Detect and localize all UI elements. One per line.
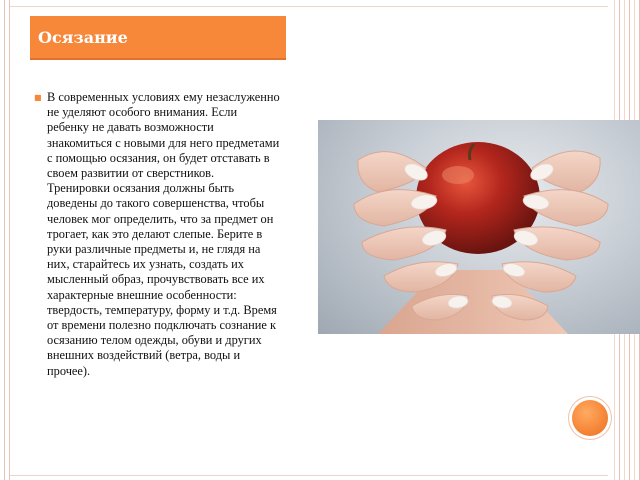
frame-top-line	[10, 6, 608, 7]
frame-bottom-line	[10, 475, 608, 476]
slide-content	[34, 90, 282, 379]
title-bar	[30, 16, 286, 60]
frame-left-border	[4, 0, 10, 480]
paragraph-2: Тренировки осязания должны быть доведены до такого совершенства, чтобы человек мог определить, что за предмет он трогает, как это делают слепые. Берите в руки различные предметы и, не глядя на них, старайтесь их узнать, создать их мысленный образ, прочувствовать все их характерные внешние особенности: твердость, температуру, форму и т.д. Время от времени полезно подключать сознание к осязанию телом одежды, обуви и других внешних воздействий (ветра, воды и прочее).	[47, 181, 277, 378]
apple-hands-illustration	[318, 120, 640, 334]
orange-circle-icon	[572, 400, 608, 436]
square-bullet-icon: ■	[34, 93, 42, 102]
slide-title: Осязание	[38, 27, 128, 47]
hands-holding-apple-photo	[318, 120, 640, 334]
bullet-item	[34, 90, 282, 379]
paragraph-1: В современных условиях ему незаслуженно не уделяют особого внимания. Если ребенку не давать возможности знакомиться с новыми для него предметами с помощью осязания, он будет отставать в своем развитии от сверстников.	[47, 90, 280, 181]
bullet-text	[47, 90, 282, 379]
